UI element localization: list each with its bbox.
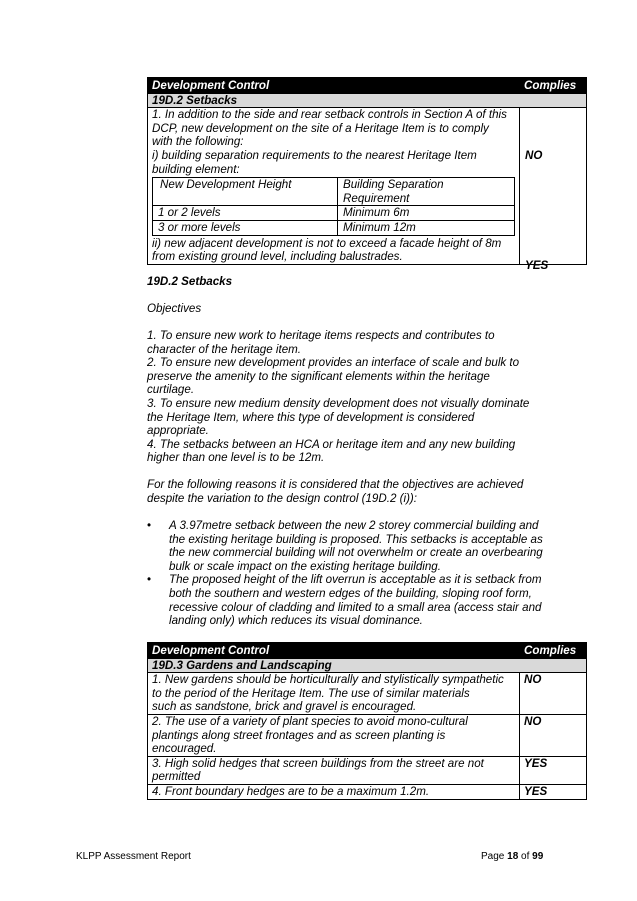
text-line: preserve the amenity to the significant elements within the heritage bbox=[147, 369, 490, 383]
list-item bbox=[147, 356, 567, 397]
complies-value: NO bbox=[520, 673, 587, 715]
list-item bbox=[147, 519, 557, 573]
text-line: ii) new adjacent development is not to exceed a facade height of 8m bbox=[152, 236, 502, 250]
text-line: from existing ground level, including balustrades. bbox=[152, 250, 403, 264]
text-line: plantings along street frontages and as screen planting is bbox=[152, 728, 446, 742]
reasons-intro bbox=[147, 478, 567, 505]
text-line: DCP, new development on the site of a Heritage Item is to comply bbox=[152, 121, 489, 135]
text-line: 4. The setbacks between an HCA or heritage item and any new building bbox=[147, 437, 516, 451]
text-line: the Heritage Item, where this type of development is considered bbox=[147, 410, 475, 424]
page-prefix: Page bbox=[481, 851, 505, 862]
text-line: landing only) which reduces its visual dominance. bbox=[169, 614, 423, 628]
text-line: despite the variation to the design control (19D.2 (i)): bbox=[147, 491, 418, 505]
bullet-icon: • bbox=[147, 519, 152, 532]
table-row bbox=[148, 756, 587, 784]
table-row bbox=[153, 220, 515, 235]
header-development-control: Development Control bbox=[148, 78, 520, 94]
list-item bbox=[147, 397, 567, 438]
text-line: 2. The use of a variety of plant species to avoid mono-cultural bbox=[152, 714, 468, 728]
text-line: permitted bbox=[152, 770, 201, 784]
control-text bbox=[148, 108, 520, 265]
text-line: For the following reasons it is considered that the objectives are achieved bbox=[147, 478, 524, 491]
control-text bbox=[148, 784, 520, 799]
text-line: The proposed height of the lift overrun is acceptable as it is setback from bbox=[169, 573, 542, 587]
section-title: 19D.2 Setbacks bbox=[148, 93, 587, 108]
text-line: recessive colour of cladding and limited to a small area (access stair and bbox=[169, 600, 542, 614]
list-item bbox=[147, 573, 557, 627]
text-line: 1. To ensure new work to heritage items respects and contributes to bbox=[147, 329, 495, 342]
list-item bbox=[147, 438, 567, 465]
text-line: 1. In addition to the side and rear setback controls in Section A of this bbox=[152, 108, 507, 122]
separation-header bbox=[338, 178, 515, 206]
text-line: the new commercial building will not overwhelm or create an overbearing bbox=[169, 546, 543, 560]
height-header: New Development Height bbox=[153, 178, 338, 206]
control-text bbox=[148, 673, 520, 715]
text-line: Requirement bbox=[343, 191, 410, 205]
control-text bbox=[148, 714, 520, 756]
objectives-list bbox=[147, 329, 567, 465]
text-line: bulk or scale impact on the existing heritage building. bbox=[169, 559, 441, 573]
table-row bbox=[148, 714, 587, 756]
footer-page-number bbox=[481, 851, 543, 862]
complies-value: NO bbox=[520, 714, 587, 756]
control-text bbox=[148, 756, 520, 784]
text-line: A 3.97metre setback between the new 2 storey commercial building and bbox=[169, 519, 539, 532]
footer-report-title: KLPP Assessment Report bbox=[76, 851, 191, 862]
separation-table bbox=[152, 177, 515, 235]
text-line: 1. New gardens should be horticulturally and stylistically sympathetic bbox=[152, 673, 504, 687]
text-line: both the southern and western edges of the building, sloping roof form, bbox=[169, 586, 532, 600]
text-line: character of the heritage item. bbox=[147, 342, 302, 356]
table-row bbox=[148, 108, 587, 265]
text-line: 3. High solid hedges that screen buildings from the street are not bbox=[152, 756, 484, 770]
text-line: 4. Front boundary hedges are to be a maximum 1.2m. bbox=[152, 784, 430, 798]
table-header-row bbox=[148, 78, 587, 94]
text-line: higher than one level is to be 12m. bbox=[147, 451, 325, 465]
inner-header-row bbox=[153, 178, 515, 206]
page-total: 99 bbox=[532, 851, 544, 862]
table-section-row bbox=[148, 658, 587, 673]
text-line: such as sandstone, brick and gravel is encouraged. bbox=[152, 700, 417, 714]
complies-value: YES bbox=[520, 784, 587, 799]
reasons-list bbox=[147, 519, 557, 628]
text-line: building element: bbox=[152, 162, 240, 176]
table-row bbox=[148, 673, 587, 715]
complies-cell bbox=[520, 108, 587, 273]
complies-value: YES bbox=[520, 756, 587, 784]
table-row bbox=[148, 784, 587, 799]
text-line: 2. To ensure new development provides an interface of scale and bulk to bbox=[147, 356, 520, 370]
text-line: encouraged. bbox=[152, 742, 217, 756]
page-current: 18 bbox=[507, 851, 519, 862]
text-line: Building Separation bbox=[343, 178, 444, 192]
bullet-icon: • bbox=[147, 573, 152, 587]
section-title: 19D.3 Gardens and Landscaping bbox=[148, 658, 587, 673]
objectives-label: Objectives bbox=[147, 302, 202, 315]
text-line: with the following: bbox=[152, 135, 244, 149]
header-complies: Complies bbox=[520, 643, 587, 659]
complies-value: YES bbox=[525, 259, 549, 273]
text-line: appropriate. bbox=[147, 424, 209, 438]
section-heading: 19D.2 Setbacks bbox=[147, 275, 233, 288]
text-line: the existing heritage building is proposed. This setbacks is acceptable as bbox=[169, 532, 543, 546]
text-line: 3. To ensure new medium density development does not visually dominate bbox=[147, 396, 530, 410]
height-cell: 3 or more levels bbox=[153, 220, 338, 235]
text-line: i) building separation requirements to the nearest Heritage Item bbox=[152, 148, 477, 162]
page-of: of bbox=[521, 851, 530, 862]
table-section-row bbox=[148, 93, 587, 108]
text-line: to the period of the Heritage Item. The use of similar materials bbox=[152, 686, 470, 700]
gardens-control-table bbox=[147, 642, 587, 800]
table-row bbox=[153, 206, 515, 221]
separation-cell: Minimum 6m bbox=[338, 206, 515, 221]
separation-cell: Minimum 12m bbox=[338, 220, 515, 235]
height-cell: 1 or 2 levels bbox=[153, 206, 338, 221]
header-complies: Complies bbox=[520, 78, 587, 94]
complies-value: NO bbox=[525, 149, 543, 163]
setbacks-control-table bbox=[147, 77, 587, 273]
header-development-control: Development Control bbox=[148, 643, 520, 659]
text-line: curtilage. bbox=[147, 383, 195, 397]
list-item bbox=[147, 329, 567, 356]
table-header-row bbox=[148, 643, 587, 659]
